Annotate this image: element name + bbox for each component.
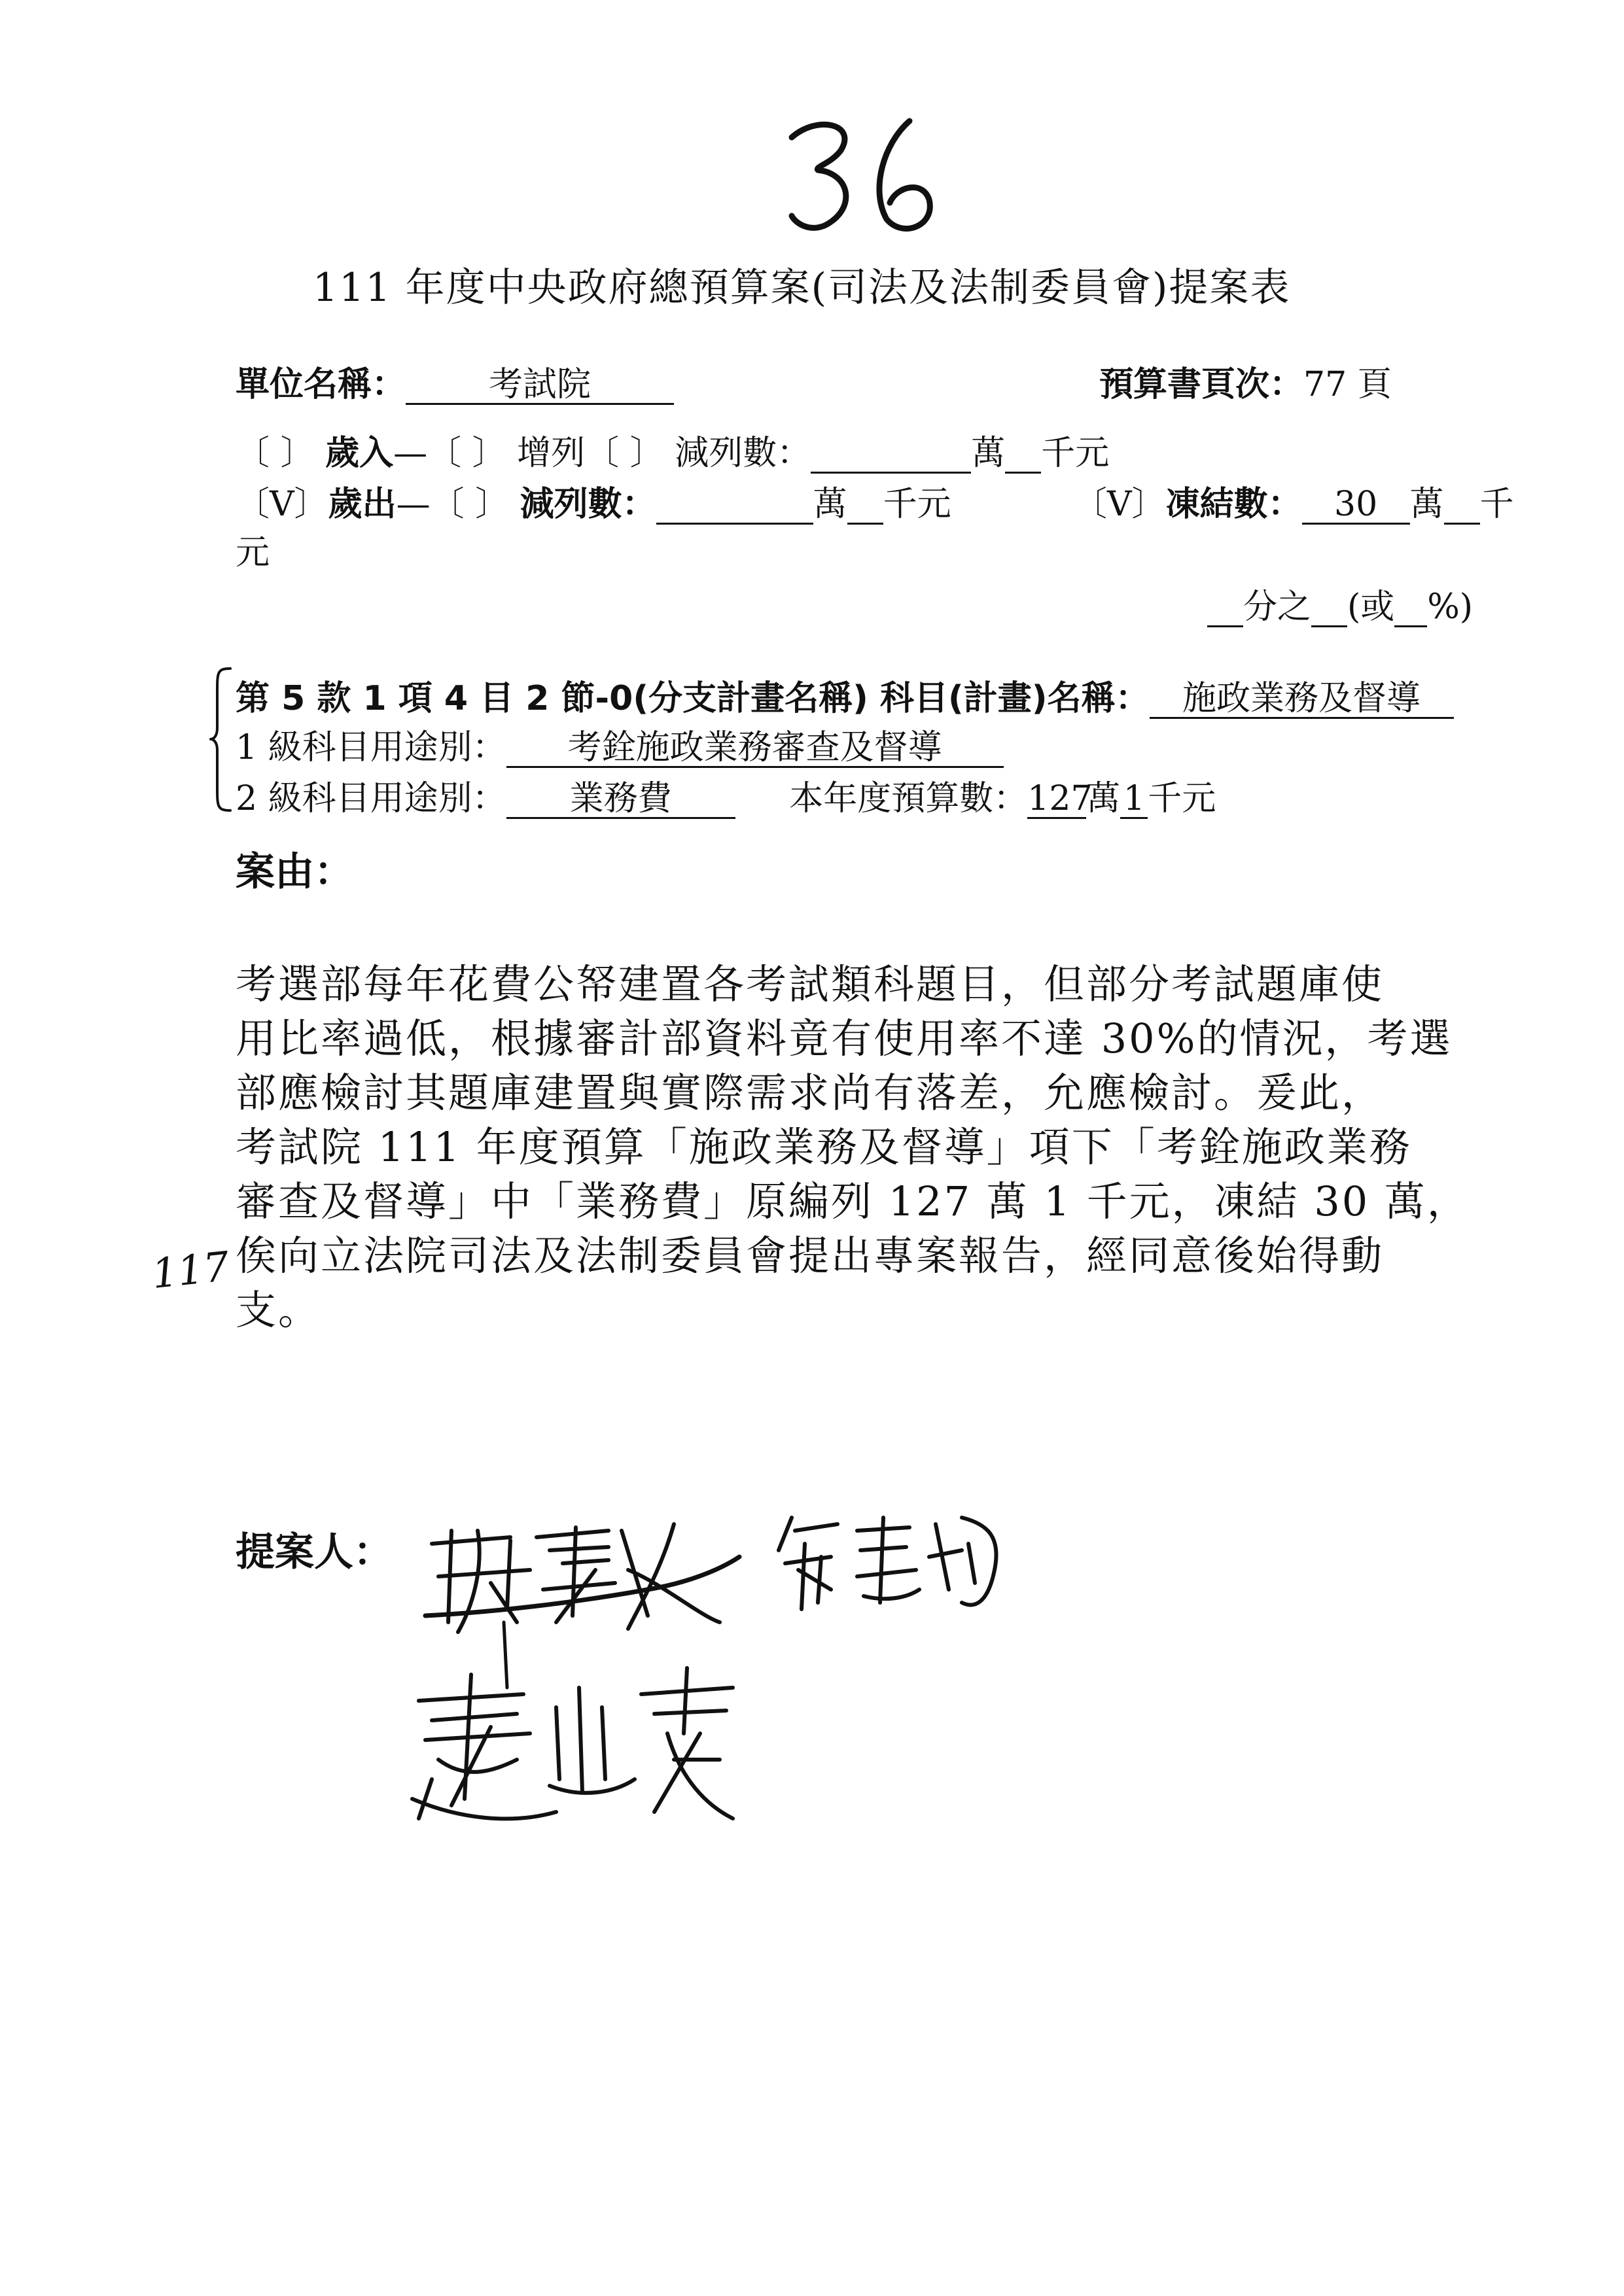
revenue-reduce-label: 減列數：	[675, 434, 811, 473]
reason-line-6: 俟向立法院司法及法制委員會提出專案報告，經同意後始得動	[236, 1232, 1385, 1279]
budget-qian-value: 1	[1120, 781, 1148, 819]
freeze-qian-blank	[1444, 487, 1480, 525]
reason-line-2: 用比率過低，根據審計部資料竟有使用率不達 30%的情況，考選	[236, 1015, 1453, 1062]
reason-line-1: 考選部每年花費公帑建置各考試類科題目，但部分考試題庫使	[236, 960, 1385, 1008]
level2-value: 業務費	[506, 781, 735, 819]
page-ref-row	[1099, 357, 1392, 406]
budget-qian: 千元	[1148, 779, 1216, 818]
unit-value: 考試院	[406, 367, 674, 405]
revenue-add-label: 增列	[517, 434, 586, 473]
expenditure-dash: —	[396, 485, 431, 524]
proposer-label: 提案人：	[236, 1529, 393, 1575]
revenue-qian-blank	[1005, 436, 1041, 474]
reason-line-7: 支。	[236, 1286, 321, 1334]
revenue-label: 歲入	[325, 434, 394, 473]
revenue-wan: 萬	[971, 434, 1006, 473]
freeze-yuan: 元	[236, 533, 270, 572]
freeze-label: 凍結數：	[1165, 485, 1302, 524]
fraction-percent: %)	[1427, 587, 1474, 627]
revenue-add-checkbox: 〔 〕	[427, 434, 506, 473]
expenditure-qian: 千元	[883, 485, 951, 524]
budget-wan: 萬	[1086, 779, 1121, 818]
level2-row	[236, 771, 1216, 820]
page-title: 111 年度中央政府總預算案(司法及法制委員會)提案表	[313, 265, 1291, 311]
expenditure-row	[236, 476, 951, 525]
budget-wan-value: 127	[1027, 779, 1093, 818]
level1-row	[236, 720, 1004, 769]
side-note: 117	[149, 1242, 232, 1298]
reason-line-5: 審查及督導」中「業務費」原編列 127 萬 1 千元，凍結 30 萬，	[236, 1177, 1470, 1225]
level1-label: 1 級科目用途別：	[236, 728, 506, 767]
signature-2	[766, 1491, 1014, 1622]
expenditure-reduce-label: 減列數：	[520, 485, 656, 524]
revenue-dash: —	[393, 434, 428, 473]
freeze-row	[1073, 476, 1514, 525]
expenditure-reduce-checkbox: 〔 〕	[430, 485, 510, 524]
item-prefix: 第 5 款 1 項 4 目 2 節-0(分支計畫名稱) 科目(計畫)名稱：	[236, 679, 1150, 718]
page-ref-label: 預算書頁次：	[1099, 365, 1304, 404]
item-name: 施政業務及督導	[1150, 681, 1454, 719]
unit-row	[236, 357, 674, 406]
reason-line-4: 考試院 111 年度預算「施政業務及督導」項下「考銓施政業務	[236, 1123, 1412, 1171]
item-bracket	[208, 666, 234, 813]
expenditure-qian-blank	[847, 487, 883, 525]
budget-label: 本年度預算數：	[789, 779, 1028, 818]
expenditure-label: 歲出	[328, 485, 397, 524]
page-ref-value: 77	[1303, 365, 1347, 404]
fraction-row	[1207, 579, 1473, 628]
item-row	[236, 670, 1454, 720]
reason-heading: 案由：	[236, 849, 353, 895]
fraction-percent-blank	[1394, 589, 1427, 627]
revenue-reduce-checkbox: 〔 〕	[585, 434, 664, 473]
freeze-checkbox: 〔V〕	[1073, 485, 1166, 524]
freeze-qian: 千	[1479, 485, 1514, 524]
fraction-fen-zhi: 分之	[1243, 587, 1312, 627]
revenue-wan-blank	[811, 436, 971, 474]
revenue-checkbox: 〔 〕	[236, 434, 315, 473]
freeze-wan: 萬	[1409, 485, 1444, 524]
expenditure-wan: 萬	[813, 485, 847, 524]
freeze-value: 30	[1302, 487, 1410, 525]
expenditure-wan-blank	[656, 487, 813, 525]
fraction-denominator-blank	[1207, 589, 1243, 627]
unit-label: 單位名稱：	[236, 365, 406, 404]
expenditure-checkbox: 〔V〕	[236, 485, 328, 524]
revenue-row	[236, 425, 1109, 474]
revenue-qian: 千元	[1041, 434, 1110, 473]
fraction-numerator-blank	[1311, 589, 1347, 627]
level2-label: 2 級科目用途別：	[236, 779, 506, 818]
level1-value: 考銓施政業務審查及督導	[506, 730, 1004, 768]
fraction-or: (或	[1347, 587, 1395, 627]
handwritten-page-number	[779, 111, 949, 242]
page-ref-unit: 頁	[1357, 365, 1392, 404]
signature-3	[393, 1648, 759, 1845]
reason-line-3: 部應檢討其題庫建置與實際需求尚有落差，允應檢討。爰此，	[236, 1069, 1385, 1117]
